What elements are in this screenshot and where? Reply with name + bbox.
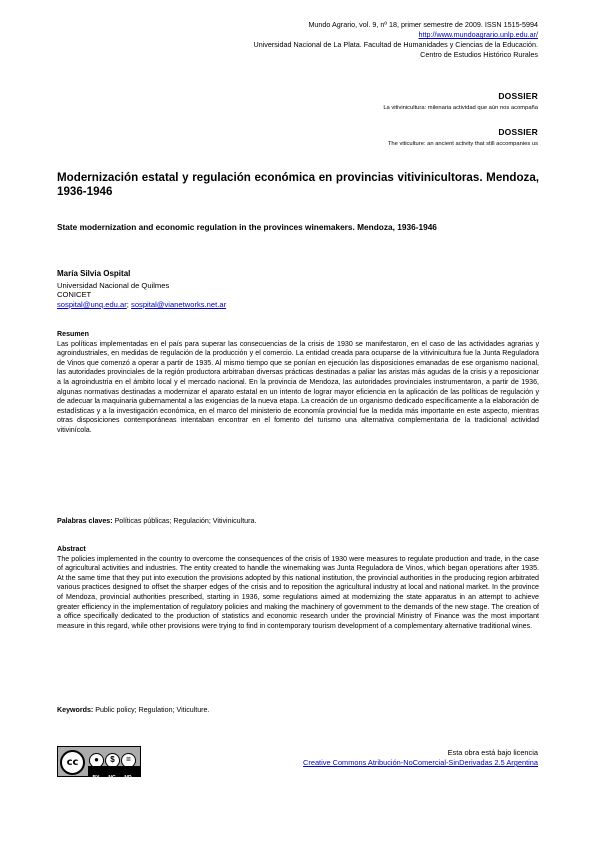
author-block — [57, 269, 226, 309]
cc-icon: cc — [60, 750, 85, 775]
license-text: Esta obra está bajo licencia — [447, 748, 538, 757]
article-title: Modernización estatal y regulación económica en provincias vitivinicultoras. Mendoza, 1936-1946 — [57, 171, 539, 198]
dossier-label: DOSSIER — [498, 91, 538, 101]
keywords — [57, 706, 539, 716]
dossier-block-es — [383, 91, 538, 113]
resumen-section — [57, 330, 539, 436]
license-notice — [303, 748, 538, 768]
author-email-link-2[interactable]: sospital@vianetworks.net.ar — [131, 299, 227, 309]
noncommercial-icon: $ — [105, 753, 120, 768]
cc-by-label: BY — [92, 775, 100, 781]
resumen-body: Las políticas implementadas en el país para superar las consecuencias de la crisis de 1930 se manifestaron, en el caso de las actividades agrarias y agroindustriales, en medidas de regulación de la producción y el comercio. La entidad creada para ocuparse de la vitivinicultura fue la Junta Reguladora de Vinos que comenzó a operar a partir de 1935. Al mismo tiempo que se ponían en ejecución las disposiciones emanadas de ese organismo nacional, las autoridades provinciales de la región productora arbitraban diversas prácticas destinadas a paliar las aristas más agudas de la crisis y a reposicionar a la agroindustria en el ámbito local y el mercado nacional. En la provincia de Mendoza, las autoridades provinciales instrumentaron, a partir de 1936, algunas normativas destinadas a modernizar el aparato estatal en un intento de lograr mayor eficiencia en la aplicación de las políticas de regulación y de adecuar la maquinaria gubernamental a las exigencias de la nueva etapa. La creación de un organismo dedicado específicamente a la elaboración de estadísticas y a la investigación económica, en el marco del ministerio de economía provincial fue la medida más importante en este aspecto, mientras otras disposiciones contemporáneas intentaban encontrar en el fomento del turismo una alternativa complementaria de la tradicional actividad vitivinícola. — [57, 339, 539, 434]
cc-nd-label: ND — [124, 775, 132, 781]
article-title-english: State modernization and economic regulation in the provinces winemakers. Mendoza, 1936-1946 — [57, 222, 437, 232]
cc-license-badge[interactable] — [57, 746, 141, 781]
attribution-icon: ● — [89, 753, 104, 768]
cc-terms-strip — [88, 766, 140, 781]
keywords-text: Public policy; Regulation; Viticulture. — [93, 706, 210, 714]
dossier-subtitle: The viticulture: an ancient activity that still accompanies us — [387, 141, 538, 147]
cc-nc-label: NC — [108, 775, 116, 781]
license-link[interactable]: Creative Commons Atribución-NoComercial-SinDerivadas 2.5 Argentina — [303, 758, 538, 767]
palabras-claves — [57, 517, 539, 527]
journal-institution: Universidad Nacional de La Plata. Facultad de Humanidades y Ciencias de la Educación. — [253, 40, 538, 49]
abstract-body: The policies implemented in the country to overcome the consequences of the crisis of 1930 were measures to regulate production and trade, in the case of agricultural activities and industries. The entity created to handle the winemaking was Junta Reguladora de Vinos, which began operations after 1935. At the same time that they put into execution the provisions adopted by this national institution, the provincial authorities in the producing region arbitrated various practices designed to offset the sharper edges of the crisis and to reposition the agricultural industry at local and national market. In the province of Mendoza, provincial authorities prescribed, starting in 1936, some regulations aimed at modernizing the state apparatus in an attempt to achieve greater efficiency in the implementation of regulatory policies and making the machinery of government to the demands of the new stage. The creation of a office specifically dedicated to the production of statistics and economic research under the provincial Ministry of Finance was the most important measure in this regard, while other provisions were trying to find in contemporary tourism development of a complementary alternative traditional wines. — [57, 554, 539, 630]
journal-header — [254, 20, 538, 60]
author-email-link[interactable]: sospital@unq.edu.ar — [57, 299, 127, 309]
abstract-section — [57, 545, 539, 631]
keywords-label: Keywords: — [57, 706, 94, 714]
author-emails — [57, 300, 226, 310]
palabras-claves-text: Políticas públicas; Regulación; Vitivinicultura. — [112, 517, 257, 525]
author-name: María Silvia Ospital — [57, 269, 131, 278]
dossier-label: DOSSIER — [498, 127, 538, 137]
dossier-block-en — [388, 127, 538, 149]
journal-url-link[interactable]: http://www.mundoagrario.unlp.edu.ar/ — [418, 30, 538, 39]
cc-condition-icons — [89, 749, 137, 765]
author-affiliation: Universidad Nacional de Quilmes — [57, 280, 170, 290]
journal-centre: Centro de Estudios Histórico Rurales — [420, 50, 538, 59]
author-affiliation-2: CONICET — [57, 290, 92, 300]
palabras-claves-label: Palabras claves: — [57, 517, 113, 525]
noderivatives-icon: = — [121, 753, 136, 768]
resumen-heading: Resumen — [57, 330, 89, 338]
journal-citation: Mundo Agrario, vol. 9, nº 18, primer semestre de 2009. ISSN 1515-5994 — [308, 20, 538, 29]
dossier-subtitle: La vitivinicultura: milenaria actividad que aún nos acompaña — [383, 105, 538, 111]
email-separator: ; — [126, 299, 132, 309]
abstract-heading: Abstract — [57, 545, 86, 553]
